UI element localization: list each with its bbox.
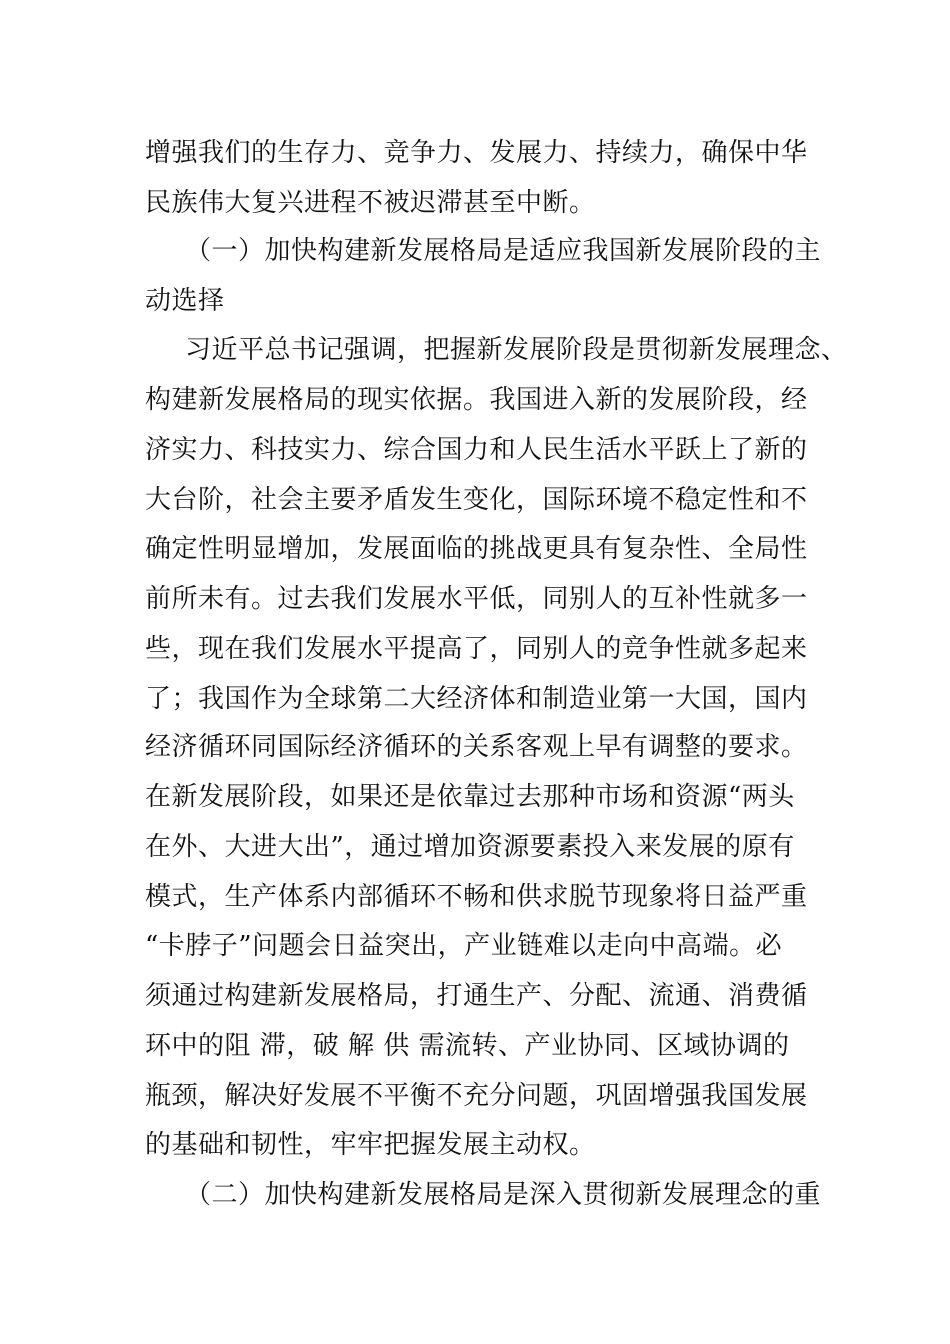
- paragraph-line-12: 模式，生产体系内部循环不畅和供求脱节现象将日益严重: [145, 882, 808, 912]
- paragraph-line-10: 在新发展阶段，如果还是依靠过去那种市场和资源“两头: [145, 782, 795, 812]
- paragraph-line-9: 经济循环同国际经济循环的关系客观上早有调整的要求。: [145, 732, 808, 762]
- paragraph-line-4: 大台阶，社会主要矛盾发生变化，国际环境不稳定性和不: [145, 485, 808, 515]
- paragraph-line-16: 瓶颈，解决好发展不平衡不充分问题，巩固增强我国发展: [145, 1081, 808, 1111]
- paragraph-line-5: 确定性明显增加，发展面临的挑战更具有复杂性、全局性: [145, 534, 808, 564]
- paragraph-line-11: 在外、大进大出”，通过增加资源要素投入来发展的原有: [145, 832, 795, 862]
- paragraph-line-7: 些，现在我们发展水平提高了，同别人的竞争性就多起来: [145, 634, 808, 664]
- text-line-1: 增强我们的生存力、竞争力、发展力、持续力，确保中华: [145, 138, 808, 168]
- paragraph-line-1: 习近平总书记强调，把握新发展阶段是贯彻新发展理念、: [185, 335, 848, 365]
- section-heading-2-line-1: （二）加快构建新发展格局是深入贯彻新发展理念的重: [185, 1180, 822, 1210]
- paragraph-line-15: 环中的阻 滞，破 解 供 需流转、产业协同、区域协调的: [145, 1031, 790, 1061]
- paragraph-line-8: 了；我国作为全球第二大经济体和制造业第一大国，国内: [145, 684, 808, 714]
- paragraph-line-14: 须通过构建新发展格局，打通生产、分配、流通、消费循: [145, 981, 808, 1011]
- text-line-2: 民族伟大复兴进程不被迟滞甚至中断。: [145, 188, 596, 218]
- section-heading-1-line-2: 动选择: [145, 286, 225, 316]
- paragraph-line-17: 的基础和韧性，牢牢把握发展主动权。: [145, 1130, 596, 1160]
- paragraph-line-2: 构建新发展格局的现实依据。我国进入新的发展阶段，经: [145, 385, 808, 415]
- paragraph-line-13: “卡脖子”问题会日益突出，产业链难以走向中高端。必: [145, 931, 783, 961]
- section-heading-1-line-1: （一）加快构建新发展格局是适应我国新发展阶段的主: [185, 236, 822, 266]
- paragraph-line-3: 济实力、科技实力、综合国力和人民生活水平跃上了新的: [145, 435, 808, 465]
- paragraph-line-6: 前所未有。过去我们发展水平低，同别人的互补性就多一: [145, 584, 808, 614]
